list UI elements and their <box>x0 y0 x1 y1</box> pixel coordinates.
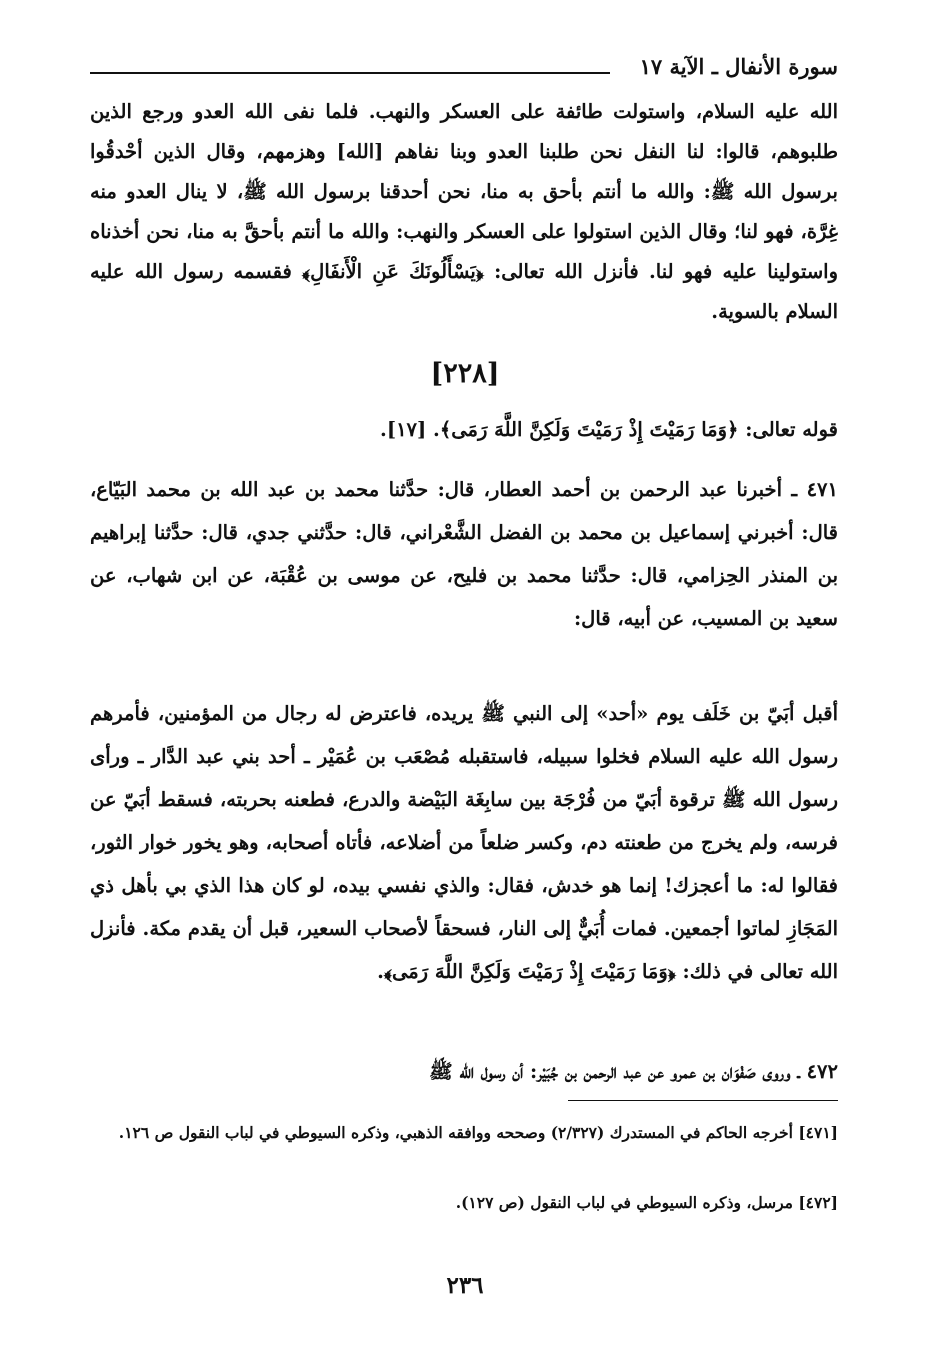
header-title: سورة الأنفال ـ الآية ١٧ <box>639 54 838 79</box>
running-header <box>90 52 838 84</box>
footnote-472: [٤٧٢] مرسل، وذكره السيوطي في لباب النقول (ص ١٢٧). <box>455 1193 838 1212</box>
page-number: ٢٣٦ <box>446 1272 484 1299</box>
section-number: [٢٢٨] <box>430 358 500 389</box>
header-rule <box>90 72 610 74</box>
verse-introduction: قوله تعالى: ﴿وَمَا رَمَيْتَ إِذْ رَمَيْتَ وَلَكِنَّ اللَّهَ رَمَى﴾. [١٧]. <box>380 418 838 441</box>
hadith-471-isnad: ٤٧١ ـ أخبرنا عبد الرحمن بن أحمد العطار، قال: حدَّثنا محمد بن عبد الله بن محمد البَيّاع، قال: أخبرني إسماعيل بن محمد بن الفضل الشَّعْراني، قال: حدَّثني جدي، قال: حدَّثنا إبراهيم بن المنذر الحِزامي، قال: حدَّثنا محمد بن فليح، عن موسى بن عُقْبَة، عن ابن شهاب، عن سعيد بن المسيب، عن أبيه، قال: <box>90 478 838 630</box>
hadith-472-text: ٤٧٢ ـ وروى صَفْوَان بن عمرو عن عبد الرحمن بن جُبَيْر: أن رسول الله ﷺ <box>429 1060 838 1083</box>
footnote-471: [٤٧١] أخرجه الحاكم في المستدرك (٢/٣٢٧) وصححه ووافقه الذهبي، وذكره السيوطي في لباب النقول ص ١٢٦. <box>118 1123 838 1142</box>
continuation-paragraph: الله عليه السلام، واستولت طائفة على العسكر والنهب. فلما نفى الله العدو ورجع الذين طلبوهم، قالوا: لنا النفل نحن طلبنا العدو وبنا نفاهم [الله] وهزمهم، وقال الذين أحْدقُوا برسول الله ﷺ: والله ما أنتم بأحق به منا، نحن أحدقنا برسول الله ﷺ، لا ينال العدو منه غِرَّة، فهو لنا؛ وقال الذين استولوا على العسكر والنهب: والله ما أنتم بأحقَّ به منا، نحن أخذناه واستولينا عليه فهو لنا. فأنزل الله تعالى: ﴿يَسْأَلُونَكَ عَنِ الْأَنفَالِ﴾ فقسمه رسول الله عليه السلام بالسوية. <box>90 100 838 323</box>
hadith-471-text: أقبل أبَيّ بن خَلَف يوم «أحد» إلى النبي ﷺ يريده، فاعترض له رجال من المؤمنين، فأمرهم رسول الله عليه السلام فخلوا سبيله، فاستقبله مُصْعَب بن عُمَيْر ـ أحد بني عبد الدَّار ـ ورأى رسول الله ﷺ ترقوة أبَيّ من فُرْجَة بين سابِغَة البَيْضة والدرع، فطعنه بحربته، فسقط أبَيّ عن فرسه، ولم يخرج من طعنته دم، وكسر ضلعاً من أضلاعه، فأتاه أصحابه، وهو يخور خوار الثور، فقالوا له: ما أعجزك! إنما هو خدش، فقال: والذي نفسي بيده، لو كان هذا الذي بي بأهل ذي المَجَازِ لماتوا أجمعين. فمات أُبَيٌّ إلى النار، فسحقاً لأصحاب السعير، قبل أن يقدم مكة. فأنزل الله تعالى في ذلك: ﴿وَمَا رَمَيْتَ إِذْ رَمَيْتَ وَلَكِنَّ اللَّهَ رَمَى﴾. <box>90 702 839 983</box>
footnote-separator <box>568 1100 838 1101</box>
